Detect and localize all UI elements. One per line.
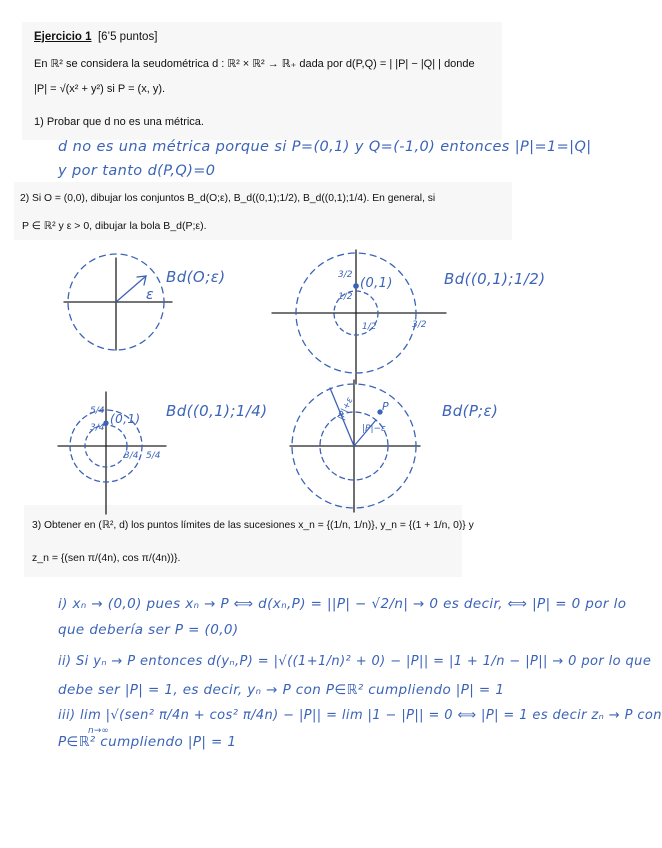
label-half-b: 1/2: [338, 292, 353, 302]
label-quarter-a: 5/4: [90, 406, 105, 416]
q2-prompt-line-1: 2) Si O = (0,0), dibujar los conjuntos B_d(O;ε), B_d((0,1);1/2), B_d((0,1);1/4). En general, si: [20, 193, 436, 204]
q3-answer-i-line-2: que debería ser P = (0,0): [58, 622, 239, 638]
center-point: [104, 421, 108, 425]
label-epsilon: ε: [146, 287, 154, 303]
caption-ball-general: Bd(P;ε): [442, 402, 499, 420]
lim-subscript-1: n→∞: [88, 726, 109, 736]
q3-answer-ii-line-1: ii) Si yₙ → P entonces d(yₙ,P) = |√((1+1/n)² + 0) − |P|| = |1 + 1/n − |P|| → 0 por lo que: [58, 654, 652, 669]
label-quarter-c: 3/4: [124, 451, 139, 461]
center-point: [354, 284, 358, 288]
point-label-p: P: [382, 400, 390, 413]
statement-line-1: En ℝ² se considera la seudométrica d : ℝ² × ℝ² → ℝ₊ dada por d(P,Q) = | |P| − |Q| | donde: [34, 58, 475, 70]
point-label-quarter: (0,1): [110, 412, 141, 426]
label-half-a: 3/2: [338, 270, 353, 280]
caption-ball-quarter: Bd((0,1);1/4): [166, 402, 268, 420]
radius-arrow: [116, 276, 146, 302]
q3-answer-iii-line-2: P∈ℝ² cumpliendo |P| = 1: [58, 734, 237, 750]
q3-prompt-line-1: 3) Obtener en (ℝ², d) los puntos límites de las sucesiones x_n = {(1/n, 1/n)}, y_n = {(1 + 1/n, 0)} y: [32, 520, 474, 531]
q3-answer-iii-line-1: iii) lim |√(sen² π/4n + cos² π/4n) − |P|| = lim |1 − |P|| = 0 ⟺ |P| = 1 es decir zₙ → P con: [58, 708, 662, 723]
label-quarter-b: 3/4: [90, 423, 105, 433]
sketch-ball-half: [272, 250, 446, 384]
label-half-d: 3/2: [412, 320, 427, 330]
q1-prompt: 1) Probar que d no es una métrica.: [34, 116, 204, 128]
label-quarter-d: 5/4: [146, 451, 161, 461]
label-half-c: 1/2: [362, 322, 377, 332]
sketch-ball-origin: [64, 254, 172, 350]
point-label-half: (0,1): [360, 276, 393, 291]
caption-ball-origin: Bd(O;ε): [166, 268, 226, 286]
q2-prompt-line-2: P ∈ ℝ² y ε > 0, dibujar la bola B_d(P;ε).: [22, 220, 207, 232]
q1-answer-line-1: d no es una métrica porque si P=(0,1) y Q=(-1,0) entonces |P|=1=|Q|: [58, 139, 592, 155]
label-general-a: |P|+ε: [336, 396, 356, 422]
caption-ball-half: Bd((0,1);1/2): [444, 270, 546, 288]
q3-answer-ii-line-2: debe ser |P| = 1, es decir, yₙ → P con P∈ℝ² cumpliendo |P| = 1: [58, 682, 505, 698]
label-general-b: |P|−ε: [362, 424, 386, 434]
q3-prompt-line-2: z_n = {(sen π/(4n), cos π/(4n))}.: [32, 552, 181, 564]
exercise-heading: Ejercicio 1 [6’5 puntos]: [34, 31, 158, 43]
statement-line-2: |P| = √(x² + y²) si P = (x, y).: [34, 83, 166, 95]
q1-answer-line-2: y por tanto d(P,Q)=0: [58, 163, 216, 179]
q3-answer-i-line-1: i) xₙ → (0,0) pues xₙ → P ⟺ d(xₙ,P) = ||P| − √2/n| → 0 es decir, ⟺ |P| = 0 por lo: [58, 596, 627, 612]
